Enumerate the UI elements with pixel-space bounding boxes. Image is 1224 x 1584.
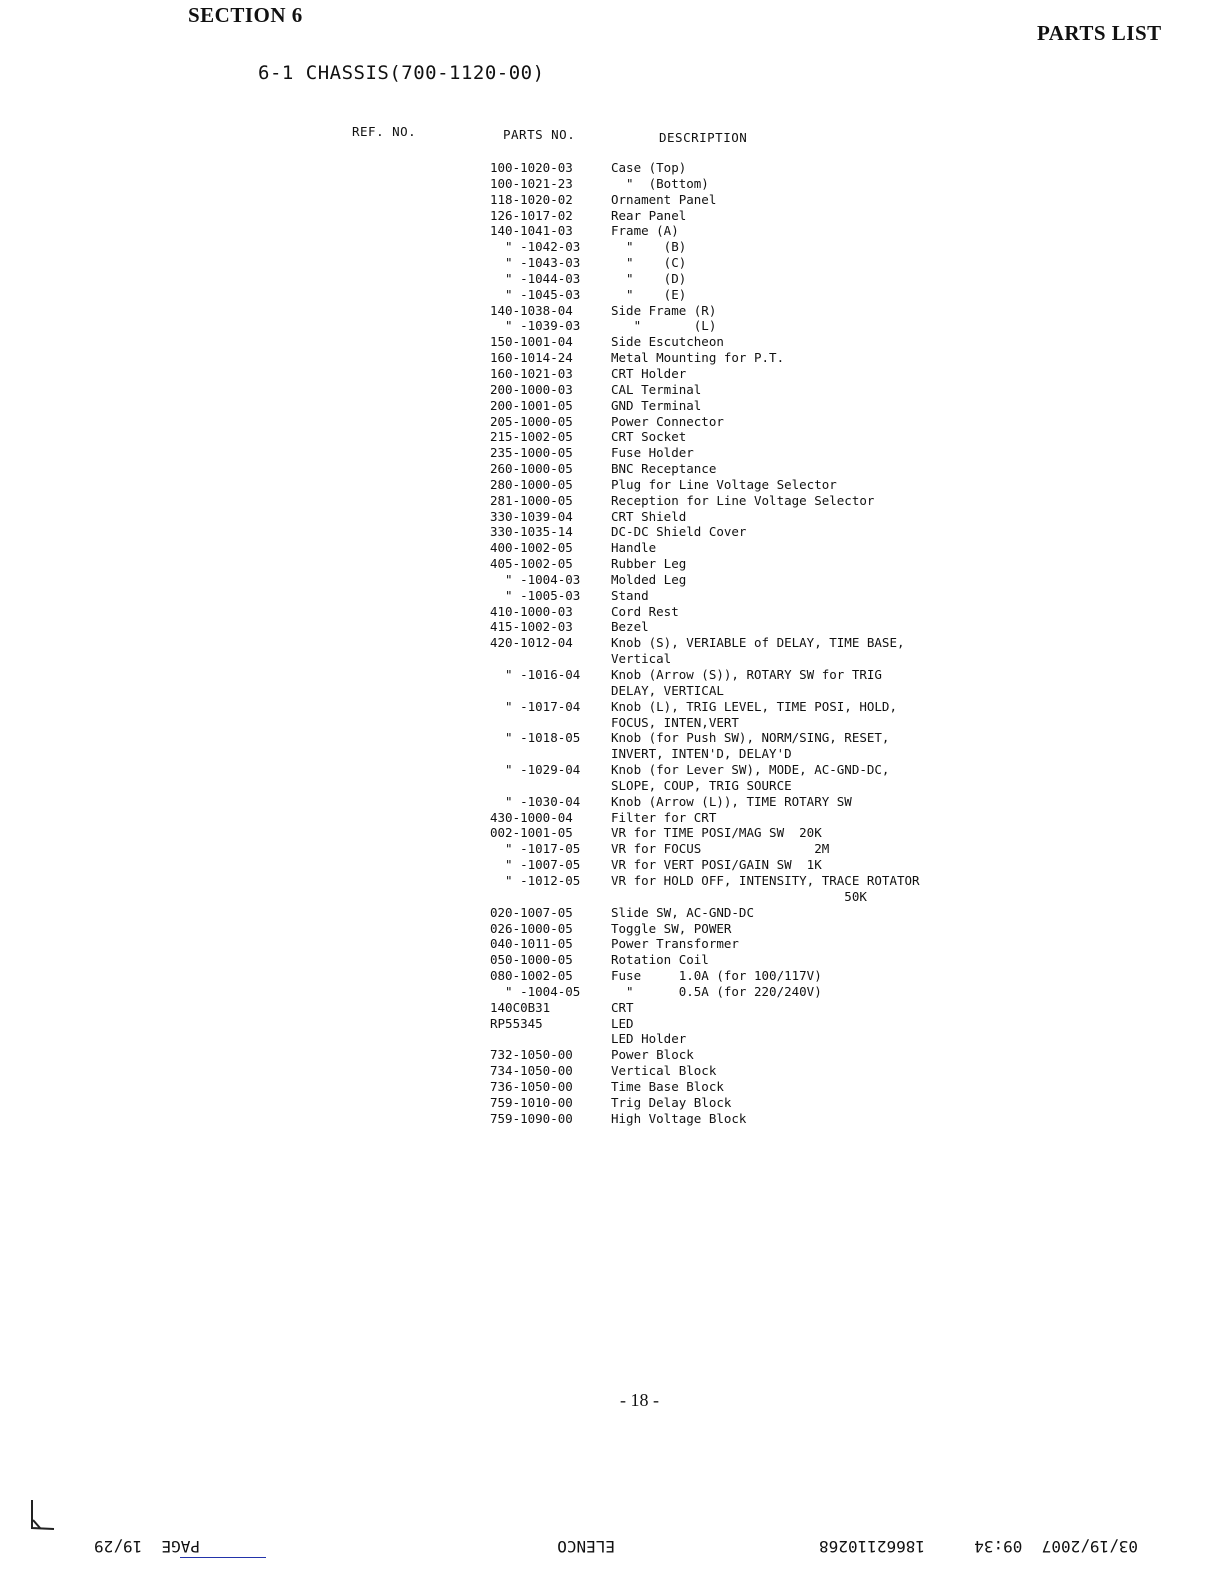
part-description: Metal Mounting for P.T.	[611, 350, 785, 366]
parts-row	[480, 936, 1000, 952]
parts-row	[480, 350, 1000, 366]
part-number: " -1016-04	[490, 667, 581, 682]
part-description: DC-DC Shield Cover	[611, 524, 747, 540]
part-number: " -1030-04	[490, 793, 581, 809]
part-description: INVERT, INTEN'D, DELAY'D	[611, 746, 792, 762]
part-number: 759-1090-00	[490, 1110, 573, 1126]
part-description: " (C)	[611, 255, 687, 271]
part-number	[480, 746, 611, 762]
parts-row	[480, 287, 1000, 303]
fax-company: ELENCO	[557, 1537, 615, 1556]
part-number: 126-1017-02	[490, 207, 573, 223]
part-number: 415-1002-03	[490, 619, 573, 635]
parts-row	[480, 730, 1000, 746]
part-number: 430-1000-04	[490, 809, 573, 825]
part-description: Ornament Panel	[611, 191, 717, 207]
fax-footer	[60, 1524, 1160, 1564]
part-description: Fuse 1.0A (for 100/117V)	[611, 968, 822, 984]
part-description: High Voltage Block	[611, 1110, 747, 1126]
part-description: CRT Socket	[611, 429, 687, 445]
part-number: 140-1038-04	[490, 302, 573, 318]
parts-row	[480, 905, 1000, 921]
part-number: 100-1021-23	[490, 175, 573, 191]
parts-row	[480, 968, 1000, 984]
part-number	[480, 683, 611, 699]
parts-row	[480, 1095, 1000, 1111]
part-number	[480, 715, 611, 731]
part-number: RP55345	[490, 1015, 543, 1031]
part-number: 002-1001-05	[490, 825, 573, 841]
part-description: Vertical	[611, 651, 672, 667]
parts-row	[480, 318, 1000, 334]
part-number	[480, 651, 611, 667]
part-description: " (D)	[611, 270, 687, 286]
part-description: VR for FOCUS 2M	[611, 841, 830, 857]
part-description: Molded Leg	[611, 571, 687, 587]
part-number: 205-1000-05	[490, 413, 573, 429]
part-description: DELAY, VERTICAL	[611, 682, 724, 698]
parts-row	[480, 572, 1000, 588]
parts-row	[480, 984, 1000, 1000]
part-number: 140C0B31	[490, 999, 551, 1015]
part-number	[480, 778, 611, 794]
parts-row	[480, 208, 1000, 224]
part-number: " -1012-05	[490, 872, 581, 888]
parts-row	[480, 873, 1000, 889]
parts-row	[480, 794, 1000, 810]
part-description: Handle	[611, 540, 657, 556]
parts-row	[480, 1000, 1000, 1016]
part-number: 281-1000-05	[490, 492, 573, 508]
part-description: Side Escutcheon	[611, 334, 724, 350]
part-description: Vertical Block	[611, 1063, 717, 1079]
part-description: " (B)	[611, 239, 687, 255]
parts-row	[480, 683, 1000, 699]
parts-row	[480, 445, 1000, 461]
parts-row	[480, 176, 1000, 192]
part-number: " -1042-03	[490, 239, 581, 255]
part-description: Case (Top)	[611, 160, 687, 175]
part-description: Side Frame (R)	[611, 302, 717, 318]
part-number: " -1017-04	[490, 698, 581, 714]
part-number: 200-1001-05	[490, 397, 573, 413]
ref-no-header: REF. NO.	[352, 124, 417, 139]
parts-table	[480, 160, 1000, 1126]
part-description: CRT	[611, 999, 634, 1015]
section-title: SECTION 6	[188, 3, 303, 27]
parts-row	[480, 334, 1000, 350]
part-number: " -1004-03	[490, 571, 581, 587]
part-number: 260-1000-05	[490, 461, 573, 477]
parts-row	[480, 366, 1000, 382]
parts-row	[480, 810, 1000, 826]
part-description: Knob (Arrow (L)), TIME ROTARY SW	[611, 793, 852, 809]
part-number: " -1018-05	[490, 730, 581, 746]
part-number: " -1044-03	[490, 270, 581, 286]
part-description: Knob (for Lever SW), MODE, AC-GND-DC,	[611, 762, 890, 778]
parts-row	[480, 556, 1000, 572]
parts-no-header: PARTS NO.	[503, 127, 576, 142]
part-description: CRT Shield	[611, 508, 687, 524]
parts-row	[480, 699, 1000, 715]
part-description: Toggle SW, POWER	[611, 920, 732, 936]
part-description: VR for VERT POSI/GAIN SW 1K	[611, 857, 822, 873]
part-description: " (Bottom)	[611, 175, 709, 191]
parts-row	[480, 461, 1000, 477]
part-description: Knob (for Push SW), NORM/SING, RESET,	[611, 730, 890, 746]
part-description: Rubber Leg	[611, 556, 687, 572]
parts-row	[480, 715, 1000, 731]
part-description: VR for TIME POSI/MAG SW 20K	[611, 825, 822, 841]
parts-row	[480, 477, 1000, 493]
part-description: Trig Delay Block	[611, 1094, 732, 1110]
parts-row	[480, 825, 1000, 841]
part-description: FOCUS, INTEN,VERT	[611, 714, 739, 730]
parts-row	[480, 1111, 1000, 1127]
parts-row	[480, 414, 1000, 430]
parts-row	[480, 889, 1000, 905]
part-number: 040-1011-05	[490, 936, 573, 952]
part-number: 330-1039-04	[490, 508, 573, 524]
part-number: " -1039-03	[490, 318, 581, 334]
parts-row	[480, 746, 1000, 762]
part-number: 280-1000-05	[490, 476, 573, 492]
parts-row	[480, 651, 1000, 667]
part-number: 736-1050-00	[490, 1078, 573, 1094]
part-description: Stand	[611, 587, 649, 603]
part-number: 215-1002-05	[490, 429, 573, 445]
description-header: DESCRIPTION	[659, 130, 748, 145]
part-number: 235-1000-05	[490, 445, 573, 461]
parts-row	[480, 255, 1000, 271]
part-number: 405-1002-05	[490, 556, 573, 572]
parts-row	[480, 303, 1000, 319]
parts-row	[480, 778, 1000, 794]
page-number: - 18 -	[620, 1390, 659, 1410]
part-description: VR for HOLD OFF, INTENSITY, TRACE ROTATOR	[611, 872, 920, 888]
fax-page: PAGE 19/29	[94, 1537, 200, 1556]
parts-row	[480, 1047, 1000, 1063]
part-description: BNC Receptance	[611, 461, 717, 477]
part-description: Slide SW, AC-GND-DC	[611, 904, 754, 920]
part-description: " (L)	[611, 318, 717, 334]
part-number: 330-1035-14	[490, 524, 573, 540]
part-number: 080-1002-05	[490, 968, 573, 984]
part-description: CAL Terminal	[611, 381, 702, 397]
parts-row	[480, 762, 1000, 778]
parts-row	[480, 398, 1000, 414]
part-description: Reception for Line Voltage Selector	[611, 492, 875, 508]
part-description: Cord Rest	[611, 603, 679, 619]
part-number: 100-1020-03	[490, 160, 573, 175]
parts-row	[480, 524, 1000, 540]
chassis-title: 6-1 CHASSIS(700-1120-00)	[258, 62, 545, 84]
part-number	[480, 889, 611, 905]
part-number: 026-1000-05	[490, 920, 573, 936]
part-number	[480, 1031, 611, 1047]
parts-row	[480, 588, 1000, 604]
parts-row	[480, 952, 1000, 968]
part-number: 400-1002-05	[490, 540, 573, 556]
parts-row	[480, 635, 1000, 651]
part-description: Time Base Block	[611, 1078, 724, 1094]
parts-row	[480, 239, 1000, 255]
part-number: " -1043-03	[490, 255, 581, 271]
parts-row	[480, 509, 1000, 525]
part-description: LED Holder	[611, 1031, 687, 1047]
parts-row	[480, 921, 1000, 937]
parts-row	[480, 160, 1000, 176]
parts-row	[480, 1079, 1000, 1095]
part-number: 140-1041-03	[490, 223, 573, 239]
part-number: " -1017-05	[490, 841, 581, 857]
part-number: 734-1050-00	[490, 1063, 573, 1079]
part-description: " 0.5A (for 220/240V)	[611, 983, 822, 999]
part-description: Knob (S), VERIABLE of DELAY, TIME BASE,	[611, 635, 905, 651]
part-description: Knob (Arrow (S)), ROTARY SW for TRIG	[611, 667, 882, 682]
part-description: LED	[611, 1015, 634, 1031]
part-description: " (E)	[611, 286, 687, 302]
parts-row	[480, 382, 1000, 398]
part-number: 118-1020-02	[490, 191, 573, 207]
parts-row	[480, 540, 1000, 556]
part-number: 759-1010-00	[490, 1094, 573, 1110]
part-number: " -1029-04	[490, 762, 581, 778]
part-number: 150-1001-04	[490, 334, 573, 350]
part-description: SLOPE, COUP, TRIG SOURCE	[611, 777, 792, 793]
parts-row	[480, 223, 1000, 239]
part-number: 420-1012-04	[490, 635, 573, 651]
part-description: Power Block	[611, 1047, 694, 1063]
parts-list-title: PARTS LIST	[1037, 21, 1162, 45]
part-number: 050-1000-05	[490, 952, 573, 968]
part-number: " -1005-03	[490, 587, 581, 603]
parts-row	[480, 271, 1000, 287]
part-description: Power Connector	[611, 413, 724, 429]
part-number: " -1007-05	[490, 857, 581, 873]
part-description: GND Terminal	[611, 397, 702, 413]
parts-row	[480, 857, 1000, 873]
parts-row	[480, 604, 1000, 620]
fax-number: 18662110268	[819, 1537, 925, 1556]
part-description: Filter for CRT	[611, 809, 717, 825]
part-description: Plug for Line Voltage Selector	[611, 476, 837, 492]
fax-date-time: 03/19/2007 09:34	[974, 1537, 1138, 1556]
part-description: Power Transformer	[611, 936, 739, 952]
part-description: Rear Panel	[611, 207, 687, 223]
part-number: 200-1000-03	[490, 381, 573, 397]
part-number: 732-1050-00	[490, 1047, 573, 1063]
margin-scan-mark	[30, 1498, 56, 1532]
parts-row	[480, 429, 1000, 445]
part-number: 160-1014-24	[490, 350, 573, 366]
part-number: 410-1000-03	[490, 603, 573, 619]
part-description: Rotation Coil	[611, 952, 709, 968]
part-number: " -1045-03	[490, 286, 581, 302]
part-number: 020-1007-05	[490, 904, 573, 920]
part-description: Fuse Holder	[611, 445, 694, 461]
part-number: 160-1021-03	[490, 365, 573, 381]
parts-row	[480, 1031, 1000, 1047]
parts-row	[480, 667, 1000, 683]
parts-row	[480, 619, 1000, 635]
part-description: Bezel	[611, 619, 649, 635]
part-description: Frame (A)	[611, 223, 679, 239]
parts-row	[480, 493, 1000, 509]
parts-row	[480, 192, 1000, 208]
parts-row	[480, 841, 1000, 857]
part-description: 50K	[611, 888, 867, 904]
parts-row	[480, 1063, 1000, 1079]
part-number: " -1004-05	[490, 983, 581, 999]
parts-row	[480, 1016, 1000, 1032]
part-description: CRT Holder	[611, 365, 687, 381]
part-description: Knob (L), TRIG LEVEL, TIME POSI, HOLD,	[611, 698, 897, 714]
